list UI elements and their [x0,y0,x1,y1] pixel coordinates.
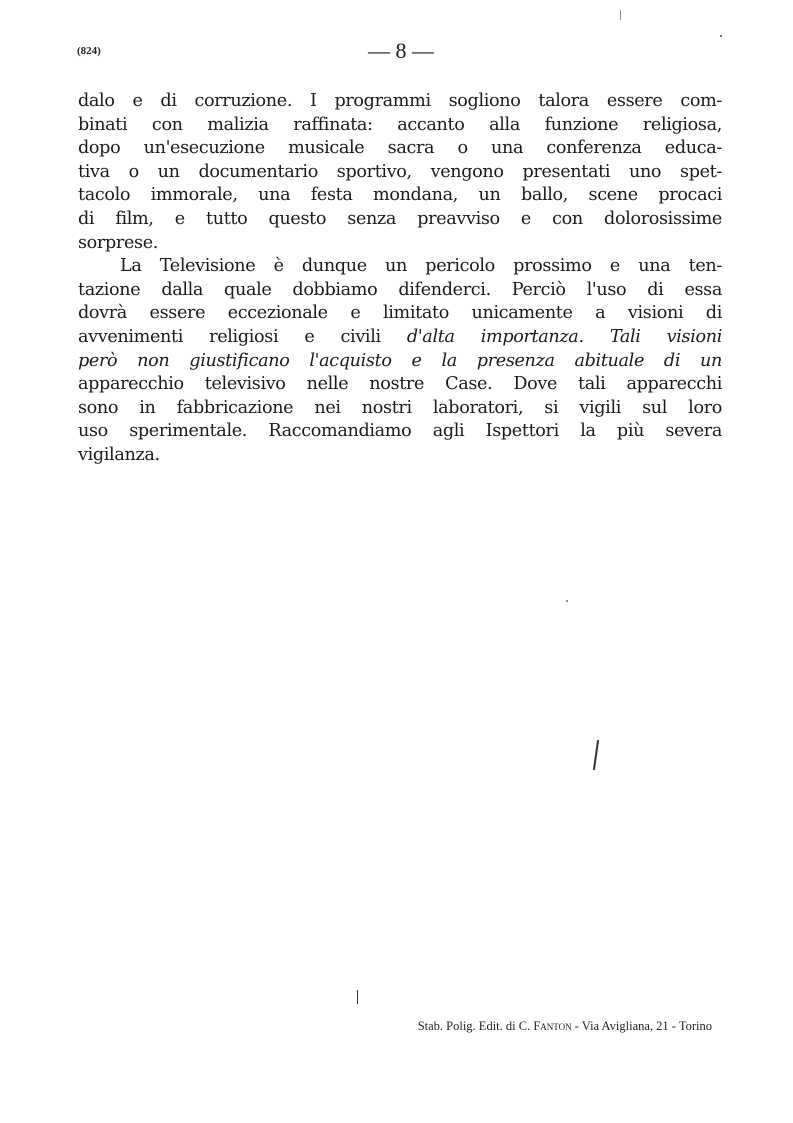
body-text [78,90,722,468]
text-line: tiva o un documentario sportivo, vengono presentati uno spet- [78,161,722,182]
ink-mark [593,740,599,770]
text-line [78,326,722,350]
imprint-suffix: - Via Avigliana, 21 - Torino [571,1019,712,1033]
text-line: però non giustificano l'acquisto e la presenza abituale di un [78,350,722,371]
imprint-printer-name: Fanton [533,1019,572,1033]
text-line: sorprese. [78,232,158,253]
paragraph-2 [78,255,722,467]
text-line: La Televisione è dunque un pericolo prossimo e una ten- [120,256,722,277]
text-line: apparecchio televisivo nelle nostre Case. Dove tali apparecchi [78,374,722,395]
text-line-plain: avvenimenti religiosi e civili [78,326,407,347]
text-line: dovrà essere eccezionale e limitato unicamente a visioni di [78,303,722,324]
ink-mark [620,10,621,20]
text-line: uso sperimentale. Raccomandiamo agli Ispettori la più severa [78,421,722,442]
header-code: (824) [77,45,101,57]
ink-mark [720,35,722,37]
text-line: vigilanza. [78,444,160,465]
ink-mark [566,600,568,602]
imprint-prefix: Stab. Polig. Edit. di C. [417,1019,534,1033]
text-line: di film, e tutto questo senza preavviso e con dolorosissime [78,208,722,229]
text-line: dalo e di corruzione. I programmi sogliono talora essere com- [78,91,722,111]
ink-mark [357,990,358,1004]
paragraph-1 [78,90,722,255]
text-line-italic: d'alta importanza. Tali visioni [406,326,723,347]
page-number: — 8 — [368,38,434,63]
text-line: binati con malizia raffinata: accanto alla funzione religiosa, [78,114,722,135]
text-line: tazione dalla quale dobbiamo difenderci. Perciò l'uso di essa [78,279,722,300]
text-line: dopo un'esecuzione musicale sacra o una conferenza educa- [78,138,722,159]
text-line: sono in fabbricazione nei nostri laboratori, si vigili sul loro [78,397,722,418]
page-header [0,38,793,64]
text-line: tacolo immorale, una festa mondana, un ballo, scene procaci [78,185,722,206]
printer-imprint [300,1019,712,1034]
